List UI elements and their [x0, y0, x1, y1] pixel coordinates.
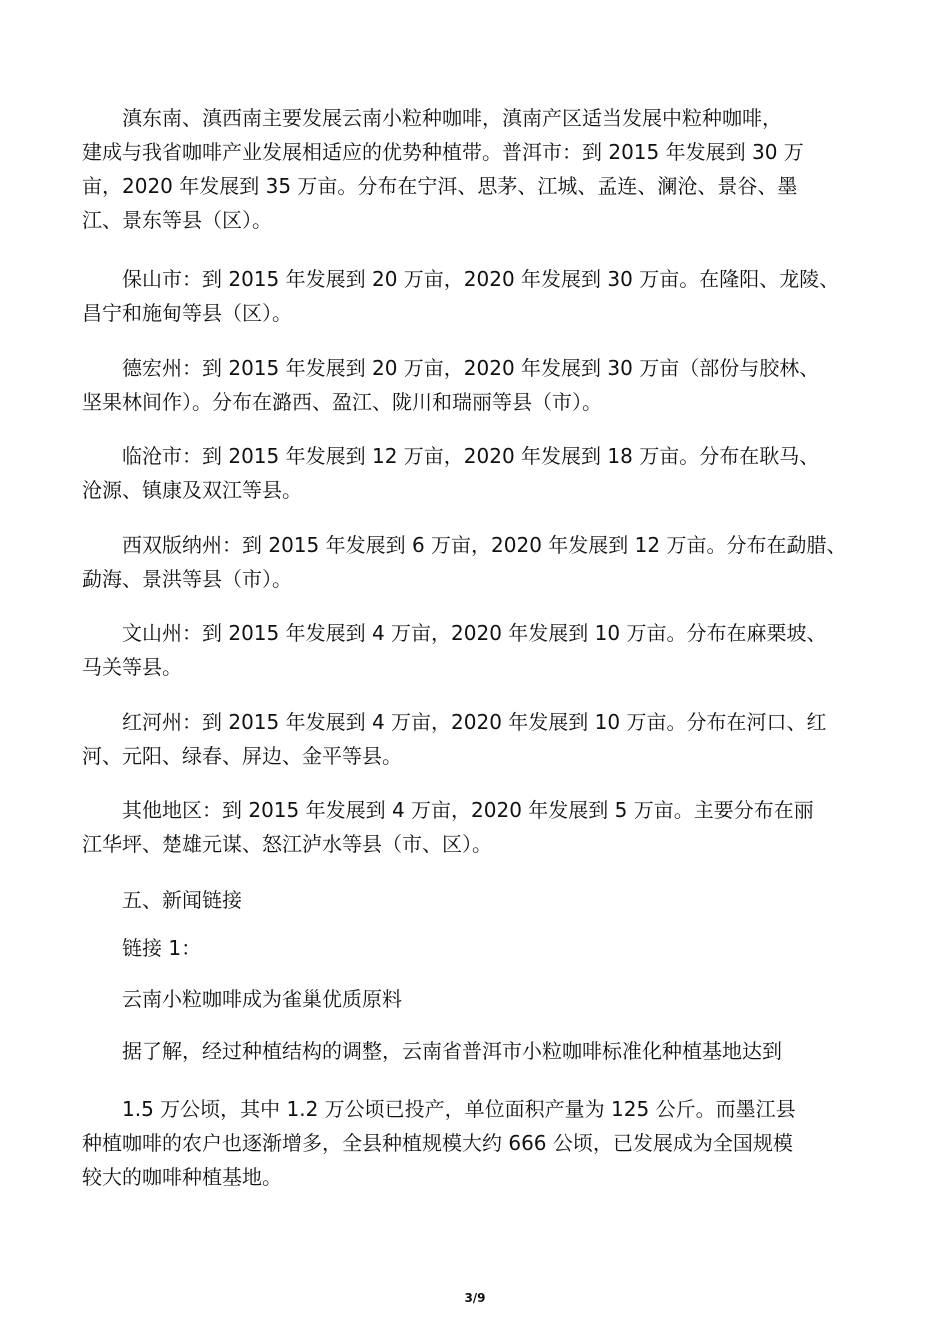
- text-line: 坚果林间作）。分布在潞西、盈江、陇川和瑞丽等县（市）。: [82, 390, 602, 414]
- text-line: 云南小粒咖啡成为雀巢优质原料: [122, 987, 402, 1011]
- paragraph-lincang: [82, 439, 872, 507]
- text-line: 较大的咖啡种植基地。: [82, 1165, 282, 1189]
- text-line: 滇东南、滇西南主要发展云南小粒种咖啡，滇南产区适当发展中粒种咖啡，: [122, 106, 782, 130]
- text-line: 五、新闻链接: [122, 888, 242, 912]
- paragraph-other-regions: [82, 793, 872, 861]
- text-line: 据了解，经过种植结构的调整，云南省普洱市小粒咖啡标准化种植基地达到: [122, 1039, 782, 1063]
- text-line: 江华坪、楚雄元谋、怒江泸水等县（市、区）。: [82, 832, 492, 856]
- paragraph-honghe: [82, 705, 872, 773]
- link-label: [82, 931, 872, 965]
- text-line: 马关等县。: [82, 655, 182, 679]
- text-line: 红河州：到 2015 年发展到 4 万亩，2020 年发展到 10 万亩。分布在河口、红: [122, 710, 827, 734]
- text-line: 昌宁和施甸等县（区）。: [82, 301, 292, 325]
- text-line: 保山市：到 2015 年发展到 20 万亩，2020 年发展到 30 万亩。在隆阳、龙陵、: [122, 267, 840, 291]
- news-body-intro: [82, 1034, 872, 1068]
- page-number: 3/9: [464, 1291, 486, 1305]
- text-line: 西双版纳州：到 2015 年发展到 6 万亩，2020 年发展到 12 万亩。分布在勐腊、: [122, 533, 847, 557]
- paragraph-wenshan: [82, 616, 872, 684]
- text-line: 建成与我省咖啡产业发展相适应的优势种植带。普洱市：到 2015 年发展到 30 万: [82, 140, 804, 164]
- paragraph-dianan-planting-belt: [82, 101, 872, 237]
- paragraph-baoshan: [82, 262, 872, 330]
- section-heading-news-links: [82, 883, 872, 917]
- text-line: 勐海、景洪等县（市）。: [82, 567, 292, 591]
- text-line: 江、景东等县（区）。: [82, 208, 272, 232]
- news-body-details: [82, 1092, 872, 1194]
- text-line: 其他地区：到 2015 年发展到 4 万亩，2020 年发展到 5 万亩。主要分布在丽: [122, 798, 814, 822]
- news-headline: [82, 982, 872, 1016]
- text-line: 种植咖啡的农户也逐渐增多，全县种植规模大约 666 公顷，已发展成为全国规模: [82, 1131, 793, 1155]
- text-line: 1.5 万公顷，其中 1.2 万公顷已投产，单位面积产量为 125 公斤。而墨江县: [122, 1097, 796, 1121]
- text-line: 德宏州：到 2015 年发展到 20 万亩，2020 年发展到 30 万亩（部份与胶林、: [122, 356, 820, 380]
- text-line: 链接 1：: [122, 936, 202, 960]
- text-line: 河、元阳、绿春、屏边、金平等县。: [82, 744, 402, 768]
- text-line: 亩，2020 年发展到 35 万亩。分布在宁洱、思茅、江城、孟连、澜沧、景谷、墨: [82, 174, 798, 198]
- paragraph-xishuangbanna: [82, 528, 872, 596]
- text-line: 临沧市：到 2015 年发展到 12 万亩，2020 年发展到 18 万亩。分布在耿马、: [122, 444, 820, 468]
- text-line: 沧源、镇康及双江等县。: [82, 478, 302, 502]
- paragraph-dehong: [82, 351, 872, 419]
- text-line: 文山州：到 2015 年发展到 4 万亩，2020 年发展到 10 万亩。分布在麻栗坡、: [122, 621, 827, 645]
